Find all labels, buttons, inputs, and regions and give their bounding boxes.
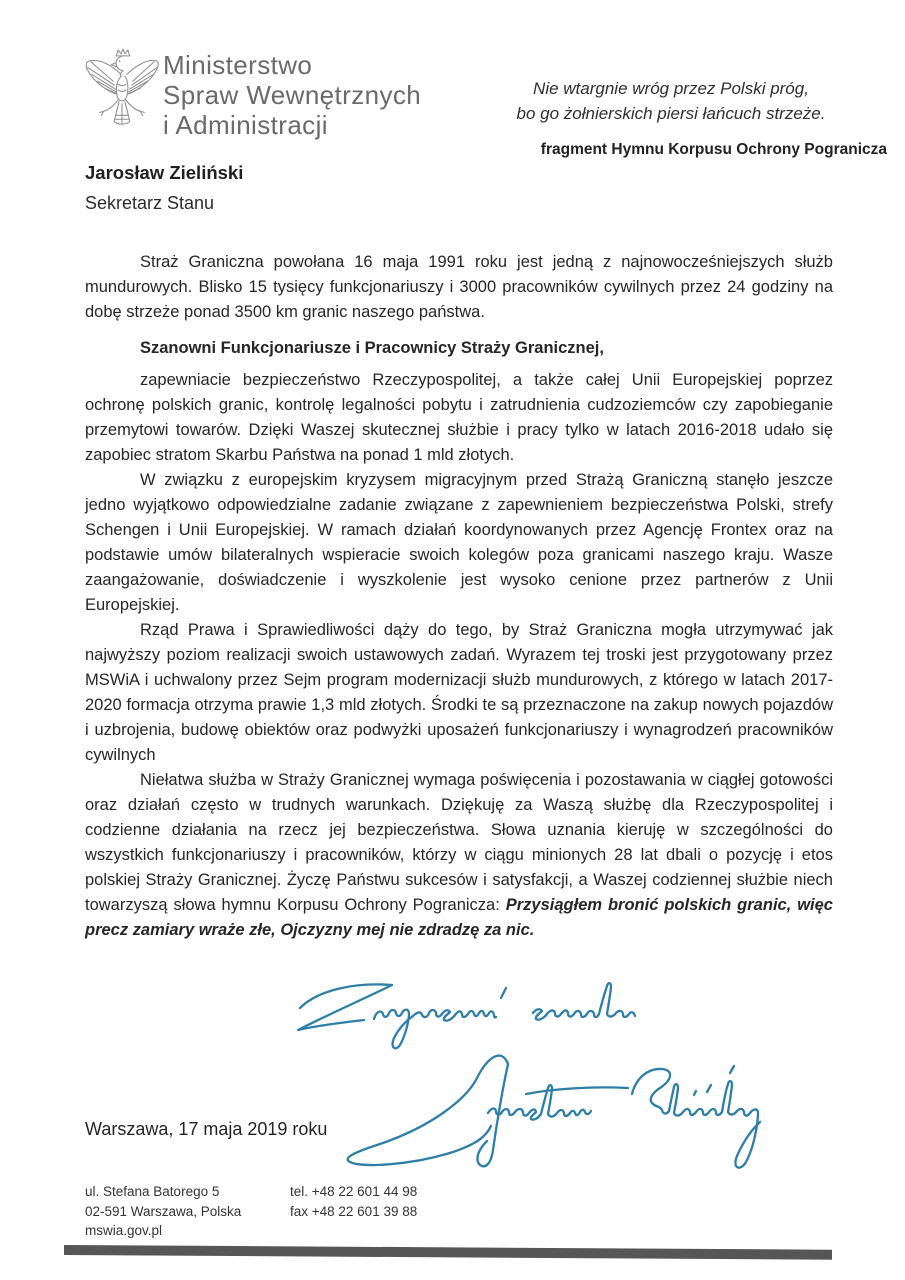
ministry-name-line: Ministerstwo bbox=[163, 50, 313, 80]
paragraph-1: Straż Graniczna powołana 16 maja 1991 roku jest jedną z najnowocześniejszych służb mundurowych. Blisko 15 tysięcy funkcjonariuszy i 3000 pracowników cywilnych przez 24 godziny na dobę strzeże ponad 3500 km granic naszego państwa. bbox=[85, 253, 833, 321]
footer-contact bbox=[290, 1182, 417, 1221]
author-title: Sekretarz Stanu bbox=[85, 193, 215, 213]
salutation: Szanowni Funkcjonariusze i Pracownicy Straży Granicznej, bbox=[140, 339, 604, 357]
paragraph-3: W związku z europejskim kryzysem migracyjnym przed Strażą Graniczną stanęło jeszcze jedno wyjątkowo odpowiedzialne zadanie związane z zapewnieniem bezpieczeństwa Polski, strefy Schengen i Unii Europejskiej. W ramach działań koordynowanych przez Agencję Frontex oraz na podstawie umów bilateralnych wspieracie swoich kolegów poza granicami naszego kraju. Wasze zaangażowanie, doświadczenie i wyszkolenie jest wysoko cenione przez partnerów z Unii Europejskiej. bbox=[85, 471, 833, 614]
footer-phone: tel. +48 22 601 44 98 bbox=[290, 1184, 418, 1199]
ministry-name-line: i Administracji bbox=[163, 110, 328, 140]
paragraph-5 bbox=[85, 768, 833, 943]
motto-attribution: fragment Hymnu Korpusu Ochrony Pogranicza bbox=[540, 141, 887, 158]
footer-website: mswia.gov.pl bbox=[85, 1223, 163, 1238]
signature-greeting-strokes bbox=[298, 983, 635, 1048]
footer-address bbox=[85, 1182, 241, 1241]
footer-address-line: 02-591 Warszawa, Polska bbox=[85, 1203, 242, 1219]
polish-eagle-icon bbox=[84, 47, 160, 133]
footer-divider-bar bbox=[64, 1245, 832, 1260]
author-name: Jarosław Zieliński bbox=[85, 162, 244, 183]
ministry-name-line: Spraw Wewnętrznych bbox=[163, 80, 422, 110]
ministry-name bbox=[163, 50, 421, 140]
author-block bbox=[85, 161, 243, 215]
footer-fax: fax +48 22 601 39 88 bbox=[290, 1203, 418, 1219]
motto-block bbox=[455, 76, 887, 159]
letter-body bbox=[85, 250, 833, 943]
handwritten-signature bbox=[280, 972, 800, 1187]
motto-line-2: bo go żołnierskich piersi łańcuch strzeże. bbox=[516, 104, 826, 123]
hymn-quote: Przysiągłem bronić polskich granic, więc precz zamiary wraże złe, Ojczyzny mej nie zdradzę za nic. bbox=[85, 896, 833, 939]
signature-name-strokes bbox=[348, 1056, 760, 1168]
paragraph-5-text: Niełatwa służba w Straży Granicznej wymaga poświęcenia i pozostawania w ciągłej gotowości oraz działań często w trudnych warunkach. Dziękuję za Waszą służbę dla Rzeczypospolitej i codzienne działania na rzecz jej bezpieczeństwa. Słowa uznania kieruję w szczególności do wszystkich funkcjonariuszy i pracowników, którzy w ciągu minionych 28 lat dbali o pozycję i etos polskiej Straży Granicznej. Życzę Państwu sukcesów i satysfakcji, a Waszej codziennej służbie niech towarzyszą słowa hymnu Korpusu Ochrony Pogranicza: bbox=[85, 771, 833, 914]
dateline: Warszawa, 17 maja 2019 roku bbox=[85, 1119, 328, 1139]
footer-address-line: ul. Stefana Batorego 5 bbox=[85, 1184, 220, 1199]
paragraph-2: zapewniacie bezpieczeństwo Rzeczypospolitej, a także całej Unii Europejskiej poprzez ochronę polskich granic, kontrolę legalności pobytu i zatrudnienia cudzoziemców czy zapobieganie przemytowi towarów. Dzięki Waszej skutecznej służbie i pracy tylko w latach 2016-2018 udało się zapobiec stratom Skarbu Państwa na ponad 1 mld złotych. bbox=[85, 371, 833, 464]
paragraph-4: Rząd Prawa i Sprawiedliwości dąży do tego, by Straż Graniczna mogła utrzymywać jak najwyższy poziom realizacji swoich ustawowych zadań. Wyrazem tej troski jest przygotowany przez MSWiA i uchwalony przez Sejm program modernizacji służb mundurowych, z którego w latach 2017-2020 formacja otrzyma prawie 1,3 mld złotych. Środki te są przeznaczone na zakup nowych pojazdów i uzbrojenia, budowę obiektów oraz podwyżki uposażeń funkcjonariuszy i wynagrodzeń pracowników cywilnych bbox=[85, 621, 833, 764]
motto-line-1: Nie wtargnie wróg przez Polski próg, bbox=[533, 79, 809, 98]
